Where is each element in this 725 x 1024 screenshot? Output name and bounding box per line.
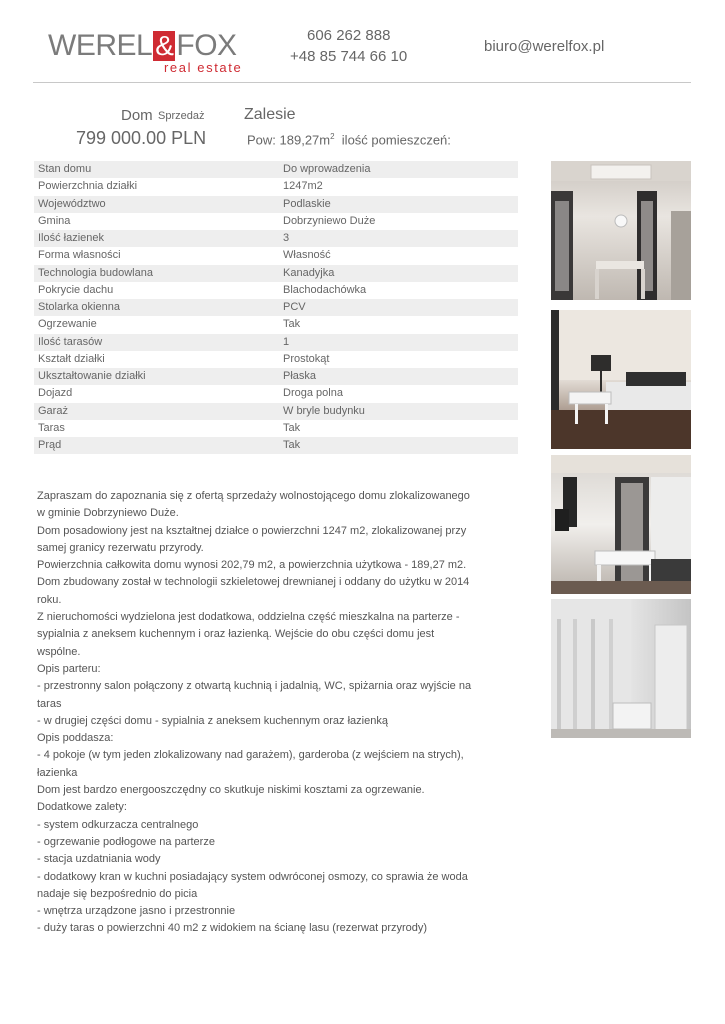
description-line: - wnętrza urządzone jasno i przestronnie xyxy=(37,905,236,918)
details-row xyxy=(34,316,518,333)
rooms-label: ilość pomieszczeń: xyxy=(341,132,451,148)
description-line: - przestronny salon połączony z otwartą kuchnią i jadalnią, WC, spiżarnia oraz wyjście na taras xyxy=(37,680,472,710)
logo-wordmark xyxy=(48,28,237,64)
area-unit-sup: 2 xyxy=(330,132,335,141)
details-value: Tak xyxy=(283,421,301,434)
details-key: Gmina xyxy=(38,214,71,227)
details-value: Do wprowadzenia xyxy=(283,163,371,175)
description-line: Dom posadowiony jest na kształtnej działce o powierzchni 1247 m2, zlokalizowanej przy samej granicy rezerwatu przyrody. xyxy=(37,524,467,554)
details-value: Własność xyxy=(283,249,331,262)
description-line: - system odkurzacza centralnego xyxy=(37,818,199,831)
property-type: Dom xyxy=(121,107,153,124)
details-row xyxy=(34,420,518,437)
description-line: - dodatkowy kran w kuchni posiadający system odwróconej osmozy, co sprawia że woda nadaje się bezpośrednio do picia xyxy=(37,870,468,900)
details-row xyxy=(34,178,518,195)
photo-living-room-tv[interactable] xyxy=(551,455,691,594)
details-value: 1 xyxy=(283,335,290,348)
description-line: Powierzchnia całkowita domu wynosi 202,79 m2, a powierzchnia użytkowa - 189,27 m2. Dom zbudowany został w technologii szkieletowej drewnianej i oddany do użytku w 2014 roku. xyxy=(37,559,470,606)
details-key: Dojazd xyxy=(38,387,73,400)
details-row xyxy=(34,334,518,351)
photo-living-room[interactable] xyxy=(551,310,691,449)
description-line: Opis parteru: xyxy=(37,662,101,675)
description-line: - 4 pokoje (w tym jeden zlokalizowany nad garażem), garderoba (z wejściem na strych), łazienka xyxy=(37,749,464,779)
details-key: Województwo xyxy=(38,197,106,210)
description-line: - ogrzewanie podłogowe na parterze xyxy=(37,835,215,848)
photo-dining-room[interactable] xyxy=(551,161,691,300)
details-value: 1247m2 xyxy=(283,180,323,193)
details-value: Podlaskie xyxy=(283,197,331,210)
details-row xyxy=(34,437,518,454)
details-key: Ilość tarasów xyxy=(38,335,103,348)
details-key: Taras xyxy=(38,421,65,434)
description-line: Z nieruchomości wydzielona jest dodatkowa, oddzielna część mieszkalna na parterze - sypialnia z aneksem kuchennym i oraz łazienką. Wejście do obu części domu jest wspólne. xyxy=(37,611,460,658)
details-key: Ukształtowanie działki xyxy=(38,370,146,382)
details-key: Technologia budowlana xyxy=(38,266,153,279)
description-line: Zapraszam do zapoznania się z ofertą sprzedaży wolnostojącego domu zlokalizowanego w gminie Dobrzyniewo Duże. xyxy=(37,490,470,520)
details-key: Powierzchnia działki xyxy=(38,180,138,193)
details-row xyxy=(34,247,518,264)
description-line: Opis poddasza: xyxy=(37,732,114,745)
photo-living-room-tv-image xyxy=(551,455,691,594)
details-row xyxy=(34,265,518,282)
details-row xyxy=(34,282,518,299)
logo-word-right: FOX xyxy=(176,29,237,62)
details-value: 3 xyxy=(283,232,290,244)
details-key: Garaż xyxy=(38,404,68,417)
photo-bedroom-window-image xyxy=(551,599,691,738)
details-row xyxy=(34,213,518,230)
details-row xyxy=(34,299,518,316)
details-value: Dobrzyniewo Duże xyxy=(283,214,376,227)
details-key: Ilość łazienek xyxy=(38,232,105,244)
details-row xyxy=(34,196,518,213)
details-row xyxy=(34,403,518,420)
company-logo xyxy=(48,28,268,76)
property-area xyxy=(247,132,451,147)
details-table xyxy=(34,161,518,454)
details-key: Prąd xyxy=(38,439,62,451)
contact-email[interactable]: biuro@werelfox.pl xyxy=(484,38,605,55)
property-description xyxy=(37,488,477,938)
photo-living-room-image xyxy=(551,310,691,449)
details-value: W bryle budynku xyxy=(283,404,365,417)
details-value: Płaska xyxy=(283,370,317,382)
logo-tagline: real estate xyxy=(164,60,243,75)
details-value: Tak xyxy=(283,439,301,451)
area-label: Pow: 189,27m xyxy=(247,132,331,148)
details-row xyxy=(34,385,518,402)
details-key: Pokrycie dachu xyxy=(38,283,114,296)
logo-ampersand: & xyxy=(155,30,174,61)
photo-bedroom-window[interactable] xyxy=(551,599,691,738)
details-value: PCV xyxy=(283,301,306,313)
details-row xyxy=(34,351,518,368)
details-key: Ogrzewanie xyxy=(38,318,97,331)
phone-number-1[interactable]: 606 262 888 xyxy=(307,27,391,44)
details-value: Prostokąt xyxy=(283,352,330,365)
details-value: Blachodachówka xyxy=(283,283,367,296)
description-line: Dom jest bardzo energooszczędny co skutkuje niskimi kosztami za ogrzewanie. xyxy=(37,784,425,797)
details-value: Tak xyxy=(283,318,301,331)
details-value: Droga polna xyxy=(283,387,343,400)
description-line: Dodatkowe zalety: xyxy=(37,801,127,814)
photo-dining-room-image xyxy=(551,161,691,300)
details-key: Kształt działki xyxy=(38,352,105,365)
header-divider xyxy=(33,82,691,83)
phone-number-2[interactable]: +48 85 744 66 10 xyxy=(290,48,408,65)
details-row xyxy=(34,368,518,385)
logo-word-left: WEREL xyxy=(48,29,153,62)
description-line: - stacja uzdatniania wody xyxy=(37,853,161,866)
details-key: Stan domu xyxy=(38,163,92,175)
property-price: 799 000.00 PLN xyxy=(76,128,207,148)
details-key: Forma własności xyxy=(38,249,121,262)
details-row xyxy=(34,161,518,178)
details-row xyxy=(34,230,518,247)
transaction-type: Sprzedaż xyxy=(158,110,205,122)
property-location: Zalesie xyxy=(244,106,296,123)
details-value: Kanadyjka xyxy=(283,266,335,279)
description-line: - duży taras o powierzchni 40 m2 z widokiem na ścianę lasu (rezerwat przyrody) xyxy=(37,922,428,935)
description-line: - w drugiej części domu - sypialnia z aneksem kuchennym oraz łazienką xyxy=(37,714,388,727)
details-key: Stolarka okienna xyxy=(38,301,120,313)
